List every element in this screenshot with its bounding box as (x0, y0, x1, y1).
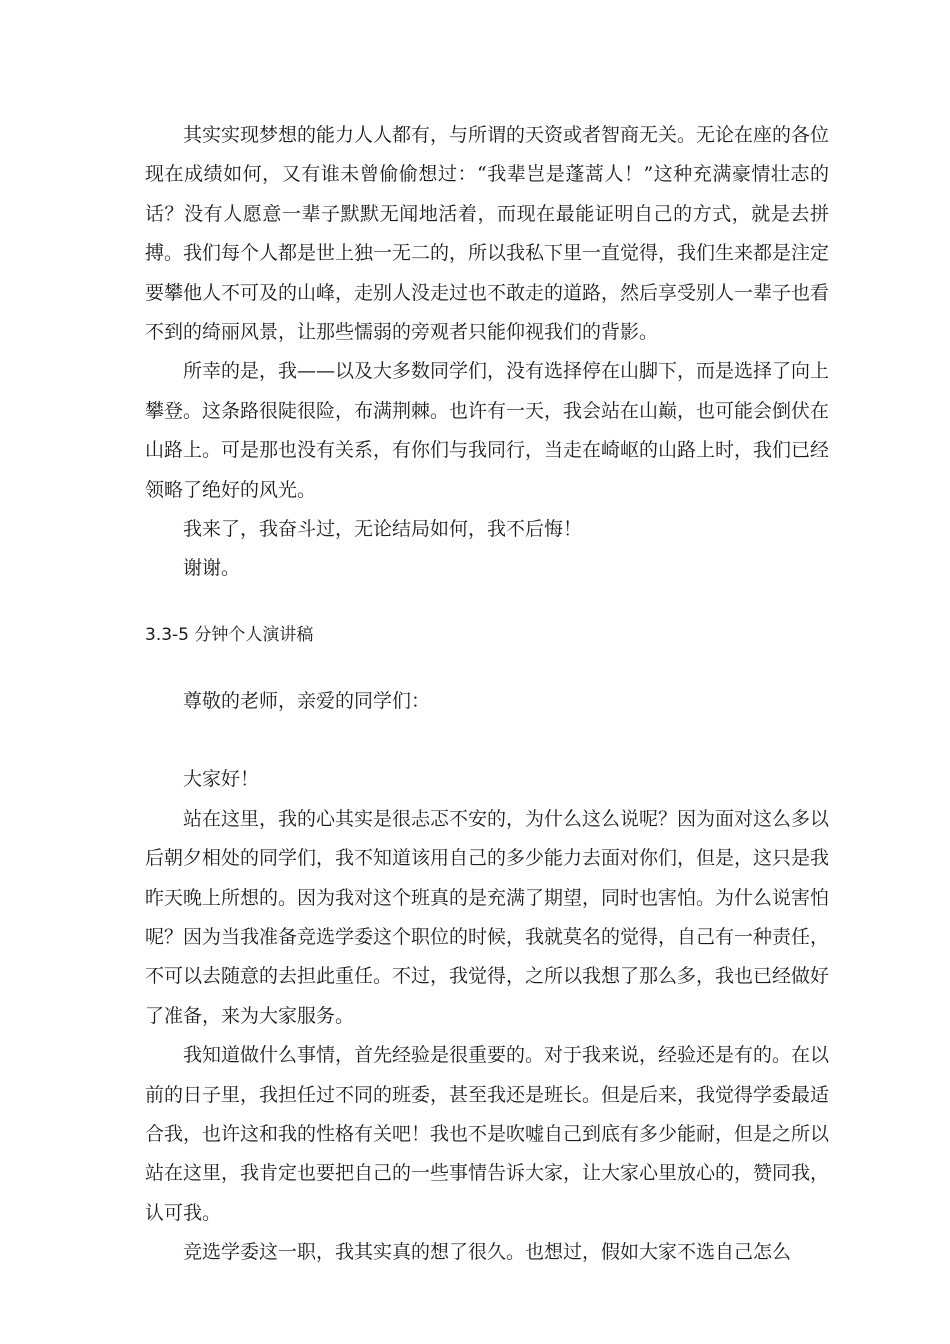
salutation: 尊敬的老师，亲爱的同学们： (183, 689, 431, 712)
blank-line (145, 721, 829, 760)
body-paragraph: 谢谢。 (183, 557, 241, 580)
greeting: 大家好！ (183, 768, 260, 791)
body-paragraph: 其实实现梦想的能力人人都有，与所谓的天资或者智商无关。无论在座的各位现在成绩如何，又有谁未曾偷偷想过：“我辈岂是蓬蒿人！”这种充满豪情壮志的话？没有人愿意一辈子默默无闻地活着，而现在最能证明自己的方式，就是去拼搏。我们每个人都是世上独一无二的，所以我私下里一直觉得，我们生来都是注定要攀他人不可及的山峰，走别人没走过也不敢走的道路，然后享受别人一辈子也看不到的绮丽风景，让那些懦弱的旁观者只能仰视我们的背影。 (145, 124, 830, 344)
section-title: 3.3-5 分钟个人演讲稿 (145, 624, 314, 645)
body-paragraph: 站在这里，我的心其实是很忐忑不安的，为什么这么说呢？因为面对这么多以后朝夕相处的同学们，我不知道该用自己的多少能力去面对你们，但是，这只是我昨天晚上所想的。因为我对这个班真的是充满了期望，同时也害怕。为什么说害怕呢？因为当我准备竞选学委这个职位的时候，我就莫名的觉得，自己有一种责任，不可以去随意的去担此重任。不过，我觉得，之所以我想了那么多，我也已经做好了准备，来为大家服务。 (145, 807, 830, 1027)
body-paragraph: 我知道做什么事情，首先经验是很重要的。对于我来说，经验还是有的。在以前的日子里，我担任过不同的班委，甚至我还是班长。但是后来，我觉得学委最适合我，也许这和我的性格有关吧！我也不是吹嘘自己到底有多少能耐，但是之所以站在这里，我肯定也要把自己的一些事情告诉大家，让大家心里放心的，赞同我，认可我。 (145, 1044, 830, 1224)
body-paragraph: 我来了，我奋斗过，无论结局如何，我不后悔！ (183, 518, 583, 541)
body-paragraph: 所幸的是，我——以及大多数同学们，没有选择停在山脚下，而是选择了向上攀登。这条路很陡很险，布满荆棘。也许有一天，我会站在山巅，也可能会倒伏在山路上。可是那也没有关系，有你们与我同行，当走在崎岖的山路上时，我们已经领略了绝好的风光。 (145, 360, 830, 501)
body-paragraph: 竞选学委这一职，我其实真的想了很久。也想过，假如大家不选自己怎么 (183, 1241, 792, 1264)
document-page (145, 116, 829, 1273)
